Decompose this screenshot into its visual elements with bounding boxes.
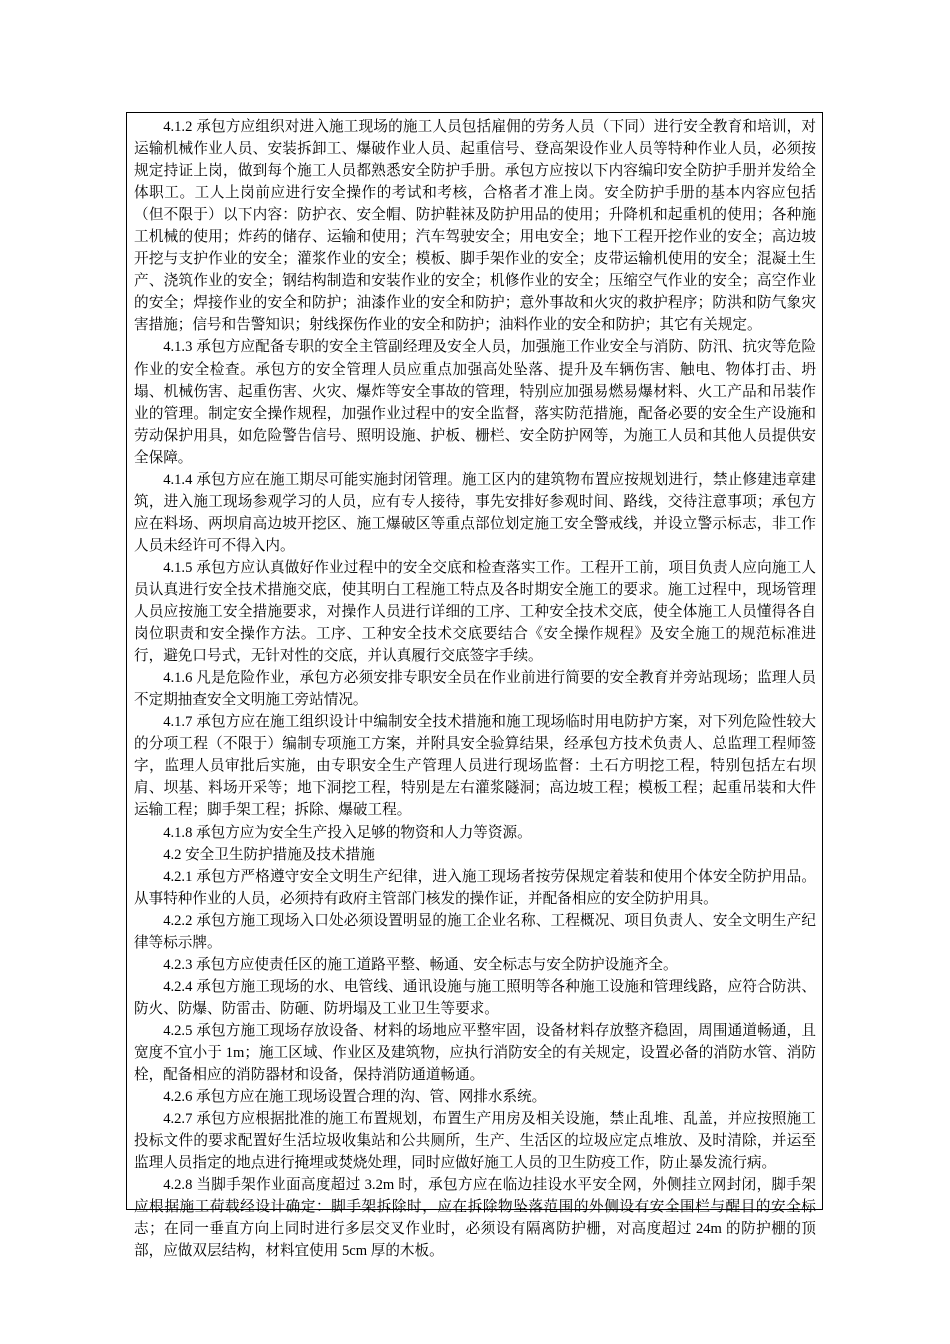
paragraph-4-1-8: 4.1.8 承包方应为安全生产投入足够的物资和人力等资源。	[163, 824, 532, 841]
paragraph-4-1-7: 4.1.7 承包方应在施工组织设计中编制安全技术措施和施工现场临时用电防护方案，对下列危险性较大的分项工程（不限于）编制专项施工方案，并附具安全验算结果，经承包方技术负责人、总监理工程师签字，监理人员审批后实施，由专职安全生产管理人员进行现场监督：土石方明挖工程，特别包括左右坝肩、坝基、料场开采等；地下洞挖工程，特别是左右灌浆隧洞；高边坡工程；模板工程；起重吊装和大件运输工程；脚手架工程；拆除、爆破工程。	[134, 714, 816, 819]
paragraph-4-2-3: 4.2.3 承包方应使责任区的施工道路平整、畅通、安全标志与安全防护设施齐全。	[163, 956, 678, 973]
paragraph-4-2-6: 4.2.6 承包方应在施工现场设置合理的沟、管、网排水系统。	[163, 1089, 547, 1106]
paragraph-4-1-2: 4.1.2 承包方应组织对进入施工现场的施工人员包括雇佣的劳务人员（下同）进行安全教育和培训，对运输机械作业人员、安装拆卸工、爆破作业人员、起重信号、登高架设作业人员等特种作业人员，必须按规定持证上岗，做到每个施工人员都熟悉安全防护手册。承包方应按以下内容编印安全防护手册并发给全体职工。工人上岗前应进行安全操作的考试和考核，合格者才准上岗。安全防护手册的基本内容应包括（但不限于）以下内容：防护衣、安全帽、防护鞋袜及防护用品的使用；升降机和起重机的使用；各种施工机械的使用；炸药的储存、运输和使用；汽车驾驶安全；用电安全；地下工程开挖作业的安全；高边坡开挖与支护作业的安全；灌浆作业的安全；模板、脚手架作业的安全；皮带运输机使用的安全；混凝土生产、浇筑作业的安全；钢结构制造和安装作业的安全；机修作业的安全；压缩空气作业的安全；高空作业的安全；焊接作业的安全和防护；油漆作业的安全和防护；意外事故和火灾的救护程序；防洪和防气象灾害措施；信号和告警知识；射线探伤作业的安全和防护；油料作业的安全和防护；其它有关规定。	[134, 119, 816, 334]
section-heading-4-2: 4.2 安全卫生防护措施及技术措施	[163, 846, 375, 863]
paragraph-4-2-5: 4.2.5 承包方施工现场存放设备、材料的场地应平整牢固，设备材料存放整齐稳固，周围通道畅通，且宽度不宜小于 1m；施工区域、作业区及建筑物，应执行消防安全的有关规定，设置必备的消防水管、消防栓，配备相应的消防器材和设备，保持消防通道畅通。	[134, 1022, 816, 1084]
paragraph-4-1-6: 4.1.6 凡是危险作业，承包方必须安排专职安全员在作业前进行简要的安全教育并旁站现场；监理人员不定期抽查安全文明施工旁站情况。	[134, 670, 816, 709]
paragraph-4-1-4: 4.1.4 承包方应在施工期尽可能实施封闭管理。施工区内的建筑物布置应按规划进行，禁止修建违章建筑，进入施工现场参观学习的人员，应有专人接待，事先安排好参观时间、路线，交待注意事项；承包方应在料场、两坝肩高边坡开挖区、施工爆破区等重点部位划定施工安全警戒线，并设立警示标志，非工作人员未经许可不得入内。	[134, 471, 816, 554]
paragraph-4-2-4: 4.2.4 承包方施工现场的水、电管线、通讯设施与施工照明等各种施工设施和管理线路，应符合防洪、防火、防爆、防雷击、防砸、防坍塌及工业卫生等要求。	[134, 978, 816, 1017]
paragraph-4-2-2: 4.2.2 承包方施工现场入口处必须设置明显的施工企业名称、工程概况、项目负责人、安全文明生产纪律等标示牌。	[134, 912, 816, 951]
paragraph-4-2-8: 4.2.8 当脚手架作业面高度超过 3.2m 时，承包方应在临边挂设水平安全网，外侧挂立网封闭，脚手架应根据施工荷载经设计确定：脚手架拆除时，应在拆除物坠落范围的外侧设有安全围栏与醒目的安全标志；在同一垂直方向上同时进行多层交叉作业时，必须设有隔离防护栅，对高度超过 24m 的防护棚的顶部，应做双层结构，材料宜使用 5cm 厚的木板。	[134, 1177, 816, 1260]
paragraph-4-1-5: 4.1.5 承包方应认真做好作业过程中的安全交底和检查落实工作。工程开工前，项目负责人应向施工人员认真进行安全技术措施交底，使其明白工程施工特点及各时期安全施工的要求。施工过程中，现场管理人员应按施工安全措施要求，对操作人员进行详细的工序、工种安全技术交底，使全体施工人员懂得各自岗位职责和安全操作方法。工序、工种安全技术交底要结合《安全操作规程》及安全施工的规范标准进行，避免口号式，无针对性的交底，并认真履行交底签字手续。	[134, 559, 816, 665]
paragraph-4-2-7: 4.2.7 承包方应根据批准的施工布置规划，布置生产用房及相关设施，禁止乱堆、乱盖，并应按照施工投标文件的要求配置好生活垃圾收集站和公共厕所，生产、生活区的垃圾应定点堆放、及时清除，并运至监理人员指定的地点进行掩埋或焚烧处理，同时应做好施工人员的卫生防疫工作，防止暴发流行病。	[134, 1111, 816, 1172]
paragraph-4-2-1: 4.2.1 承包方严格遵守安全文明生产纪律，进入施工现场者按劳保规定着装和使用个体安全防护用品。从事特种作业的人员，必须持有政府主管部门核发的操作证，并配备相应的安全防护用具。	[134, 868, 816, 907]
paragraph-4-1-3: 4.1.3 承包方应配备专职的安全主管副经理及安全人员，加强施工作业安全与消防、防汛、抗灾等危险作业的安全检查。承包方的安全管理人员应重点加强高处坠落、提升及车辆伤害、触电、物体打击、坍塌、机械伤害、起重伤害、火灾、爆炸等安全事故的管理，特别应加强易燃易爆材料、火工产品和吊装作业的管理。制定安全操作规程，加强作业过程中的安全监督，落实防范措施，配备必要的安全生产设施和劳动保护用具，如危险警告信号、照明设施、护板、栅栏、安全防护网等，为施工人员和其他人员提供安全保障。	[134, 339, 816, 466]
document-frame	[126, 112, 823, 1260]
